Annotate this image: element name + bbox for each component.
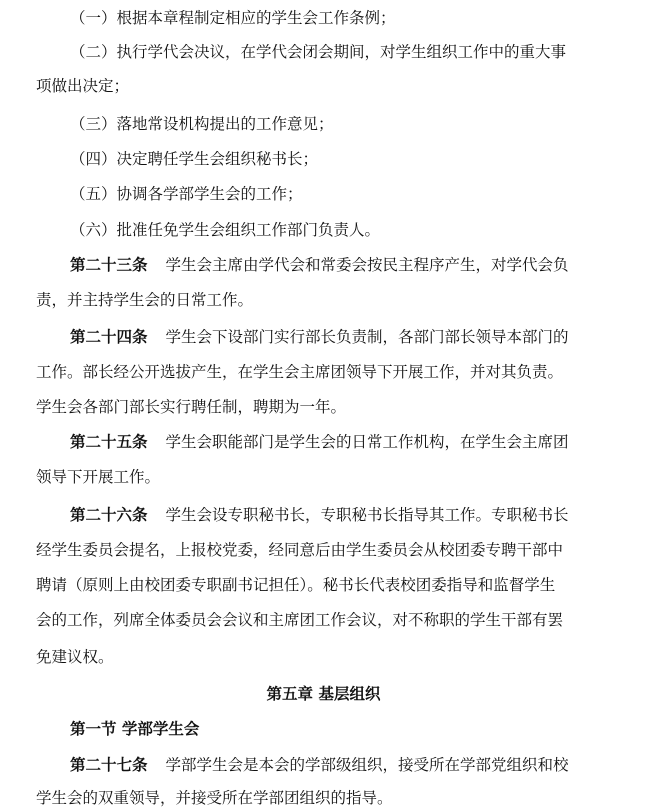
list-item-1: （一）根据本章程制定相应的学生会工作条例； (70, 9, 396, 27)
article-23-title: 第二十三条 (70, 256, 148, 274)
list-item-2-continuation: 项做出决定； (36, 77, 130, 95)
article-24-title: 第二十四条 (70, 328, 148, 346)
article-25-line-2: 领导下开展工作。 (36, 468, 161, 486)
article-26-line-5: 免建议权。 (36, 648, 114, 666)
article-23-line-1 (70, 255, 569, 275)
article-24-line-1 (70, 327, 569, 347)
article-25-line-1 (70, 432, 569, 452)
article-26-line-4: 会的工作，列席全体委员会会议和主席团工作会议，对不称职的学生干部有罢 (36, 611, 564, 629)
article-25-title: 第二十五条 (70, 433, 148, 451)
article-24-line-3: 学生会各部门部长实行聘任制，聘期为一年。 (36, 398, 347, 416)
article-24-text: 学生会下设部门实行部长负责制，各部门部长领导本部门的 (165, 328, 569, 346)
list-item-4: （四）决定聘任学生会组织秘书长； (70, 150, 319, 168)
article-24-line-2: 工作。部长经公开选拔产生，在学生会主席团领导下开展工作，并对其负责。 (36, 363, 564, 381)
section-heading: 第一节 学部学生会 (70, 720, 200, 738)
article-26-title: 第二十六条 (70, 506, 148, 524)
article-27-line-1 (70, 755, 569, 775)
list-item-2: （二）执行学代会决议，在学代会闭会期间，对学生组织工作中的重大事 (70, 43, 567, 61)
article-23-text: 学生会主席由学代会和常委会按民主程序产生，对学代会负 (165, 256, 569, 274)
article-26-line-3: 聘请（原则上由校团委专职副书记担任）。秘书长代表校团委指导和监督学生 (36, 576, 556, 594)
list-item-6: （六）批准任免学生会组织工作部门负责人。 (70, 221, 381, 239)
article-27-title: 第二十七条 (70, 756, 148, 774)
article-26-text: 学生会设专职秘书长，专职秘书长指导其工作。专职秘书长 (165, 506, 569, 524)
article-27-text: 学部学生会是本会的学部级组织，接受所在学部党组织和校 (165, 756, 569, 774)
list-item-5: （五）协调各学部学生会的工作； (70, 185, 303, 203)
chapter-heading: 第五章 基层组织 (266, 685, 381, 703)
list-item-3: （三）落地常设机构提出的工作意见； (70, 115, 334, 133)
article-23-line-2: 责，并主持学生会的日常工作。 (36, 291, 254, 309)
article-25-text: 学生会职能部门是学生会的日常工作机构，在学生会主席团 (165, 433, 569, 451)
article-26-line-1 (70, 505, 569, 525)
article-27-line-2: 学生会的双重领导，并接受所在学部团组织的指导。 (36, 789, 393, 807)
article-26-line-2: 经学生委员会提名，上报校党委，经同意后由学生委员会从校团委专聘干部中 (36, 541, 564, 559)
